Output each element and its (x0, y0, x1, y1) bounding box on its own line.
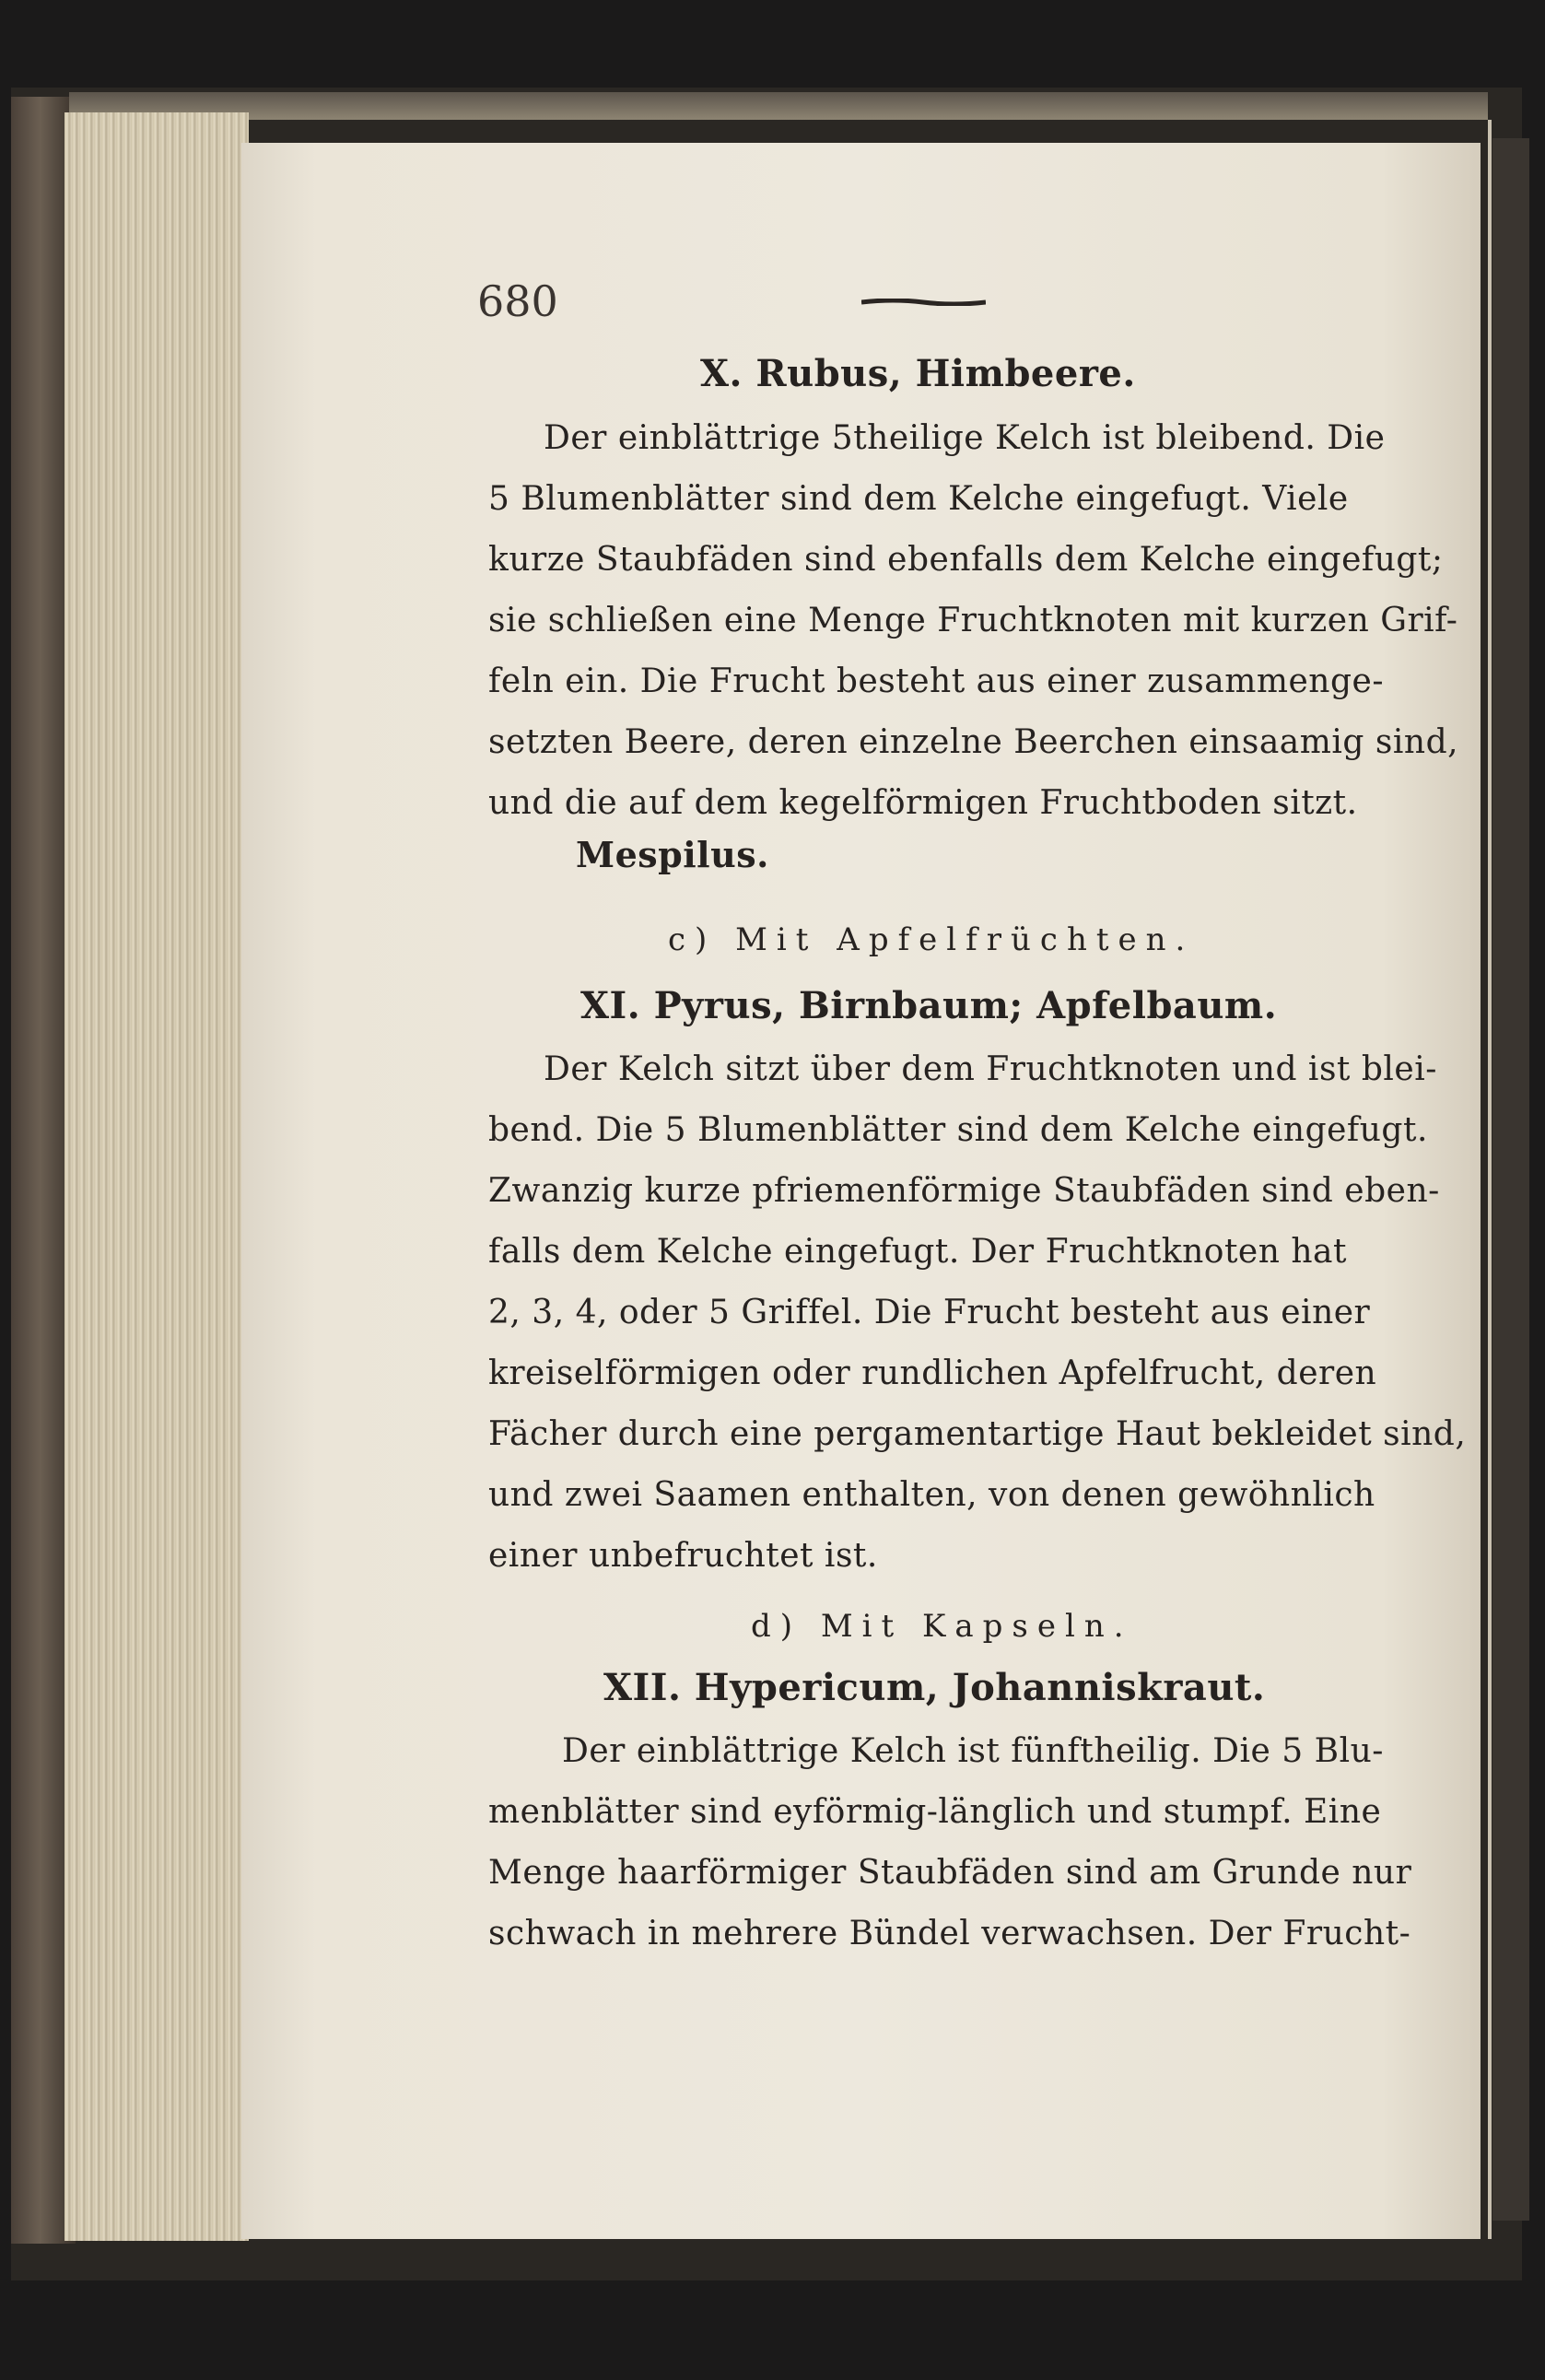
section-xi-line-7: Fächer durch eine pergamentartige Haut bekleidet sind, (488, 1415, 1467, 1453)
section-x-line-5: feln ein. Die Frucht besteht aus einer zusammenge- (488, 662, 1385, 700)
section-xi-line-1: Der Kelch sitzt über dem Fruchtknoten und ist blei- (544, 1050, 1437, 1088)
page-stack-top (69, 92, 1488, 120)
mespilus-label: Mespilus. (576, 834, 769, 875)
section-xi-heading: XI. Pyrus, Birnbaum; Apfelbaum. (580, 984, 1278, 1027)
subheading-c: c) Mit Apfelfrüchten. (668, 921, 1195, 958)
subheading-d: d) Mit Kapseln. (751, 1608, 1133, 1645)
section-x-line-6: setzten Beere, deren einzelne Beerchen einsaamig sind, (488, 723, 1459, 761)
section-x-line-4: sie schließen eine Menge Fruchtknoten mit kurzen Grif- (488, 602, 1458, 639)
page-number: 680 (477, 276, 558, 326)
section-x-line-2: 5 Blumenblätter sind dem Kelche eingefugt. Viele (488, 480, 1349, 518)
section-xi-line-2: bend. Die 5 Blumenblätter sind dem Kelche eingefugt. (488, 1111, 1428, 1149)
section-xii-line-3: Menge haarförmiger Staubfäden sind am Grunde nur (488, 1854, 1412, 1892)
section-xii-heading: XII. Hypericum, Johanniskraut. (603, 1666, 1266, 1709)
section-xi-line-5: 2, 3, 4, oder 5 Griffel. Die Frucht besteht aus einer (488, 1294, 1371, 1331)
section-xii-line-2: menblätter sind eyförmig-länglich und stumpf. Eine (488, 1793, 1382, 1831)
section-x-line-1: Der einblättrige 5theilige Kelch ist bleibend. Die (544, 419, 1386, 457)
section-xii-line-4: schwach in mehrere Bündel verwachsen. Der Frucht- (488, 1915, 1411, 1952)
section-xi-line-8: und zwei Saamen enthalten, von denen gewöhnlich (488, 1476, 1375, 1514)
gutter-line (1488, 120, 1492, 2239)
page-stack-edge (64, 112, 249, 2241)
ornament-rule (861, 299, 986, 306)
section-xi-line-3: Zwanzig kurze pfriemenförmige Staubfäden sind eben- (488, 1172, 1440, 1210)
section-xi-line-9: einer unbefruchtet ist. (488, 1537, 878, 1575)
section-x-line-7: und die auf dem kegelförmigen Fruchtboden sitzt. (488, 784, 1358, 822)
section-x-heading: X. Rubus, Himbeere. (700, 352, 1136, 395)
section-xi-line-4: falls dem Kelche eingefugt. Der Fruchtknoten hat (488, 1233, 1347, 1271)
section-xi-line-6: kreiselförmigen oder rundlichen Apfelfrucht, deren (488, 1354, 1377, 1392)
next-page-sliver (1492, 138, 1529, 2221)
section-xii-line-1: Der einblättrige Kelch ist fünftheilig. Die 5 Blu- (562, 1732, 1384, 1770)
section-x-line-3: kurze Staubfäden sind ebenfalls dem Kelche eingefugt; (488, 541, 1444, 579)
